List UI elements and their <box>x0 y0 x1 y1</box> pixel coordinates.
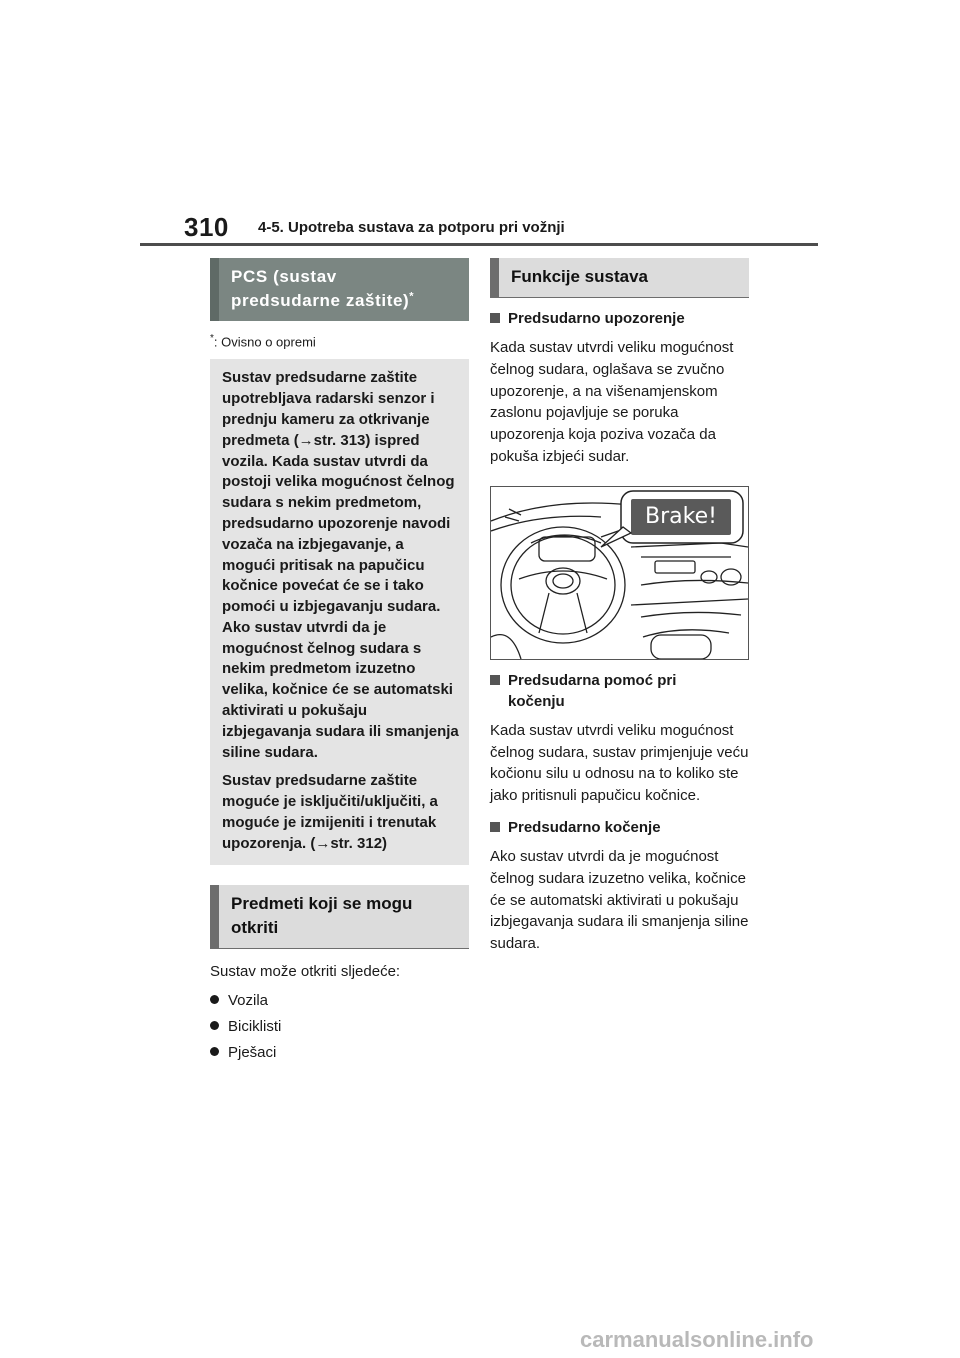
pcs-description-box <box>210 359 469 864</box>
bullet-icon <box>210 995 219 1004</box>
braking-subhead-text: Predsudarno kočenje <box>508 818 661 836</box>
running-head: 4-5. Upotreba sustava za potporu pri vožnji <box>258 219 565 236</box>
bullet-icon <box>210 1047 219 1056</box>
list-item <box>210 1042 469 1064</box>
assist-subhead-text: Predsudarna pomoć pri kočenju <box>508 671 677 710</box>
detect-section-title: Predmeti koji se mogu otkriti <box>210 885 469 949</box>
left-column <box>210 258 469 1068</box>
braking-subhead <box>490 817 749 838</box>
footnote-star: * <box>210 333 214 344</box>
pcs-description-p1: Sustav predsudarne zaštite upotrebljava radarski senzor i prednju kameru za otkrivanje predmeta (→str. 313) ispred vozila. Kada sustav utvrdi da postoji velika mogućnost čelnog sudara s nekim predmetom, predsudarno upozorenje navodi vozača na izbjegavanje, a mogući pritisak na papučicu kočnice povećat će se i tako pomoći u izbjegavanju sudara. Ako sustav utvrdi da je mogućnost čelnog sudara s nekim predmetom izuzetno velika, kočnice će se automatski aktivirati u pokušaju izbjegavanja sudara ili smanjenja siline sudara. <box>222 369 459 761</box>
detect-item-cyclists: Biciklisti <box>228 1018 282 1036</box>
square-bullet-icon <box>490 822 500 832</box>
warning-subhead-text: Predsudarno upozorenje <box>508 310 685 327</box>
braking-text: Ako sustav utvrdi da je mogućnost čelnog sudara izuzetno velika, kočnice će se automatski aktivirati u pokušaju izbjegavanja sudara ili smanjenja siline sudara. <box>490 847 749 953</box>
functions-section-title: Funkcije sustava <box>490 258 749 298</box>
warning-subhead <box>490 308 749 329</box>
detect-intro: Sustav može otkriti sljedeće: <box>210 962 401 980</box>
list-item <box>210 990 469 1012</box>
pcs-section-title <box>210 258 469 321</box>
footnote-text: : Ovisno o opremi <box>213 334 316 350</box>
assist-text: Kada sustav utvrdi veliku mogućnost čelnog sudara, sustav primjenjuje veću kočionu silu u odnosu na to koliko ste jako pritisnuli papučicu kočnice. <box>490 721 749 805</box>
square-bullet-icon <box>490 313 500 323</box>
square-bullet-icon <box>490 675 500 685</box>
header-rule <box>140 243 818 246</box>
pcs-title-line1: PCS (sustav <box>231 267 337 286</box>
bullet-icon <box>210 1021 219 1030</box>
detect-item-vehicles: Vozila <box>228 992 269 1010</box>
warning-text: Kada sustav utvrdi veliku mogućnost čelnog sudara, oglašava se zvučno upozorenje, a na višenamjenskom zaslonu pojavljuje se poruka upozorenja koja poziva vozača da pokuša izbjeći sudar. <box>490 339 734 465</box>
assist-subhead <box>490 670 749 712</box>
pcs-title-line2: predsudarne zaštite) <box>231 291 410 310</box>
brake-message-label: Brake! <box>645 503 717 529</box>
page-number: 310 <box>184 212 229 242</box>
pcs-description-p2: Sustav predsudarne zaštite moguće je isključiti/uključiti, a moguće je izmijeniti i trenutak upozorenja. (→str. 312) <box>222 772 438 852</box>
right-column <box>490 258 749 963</box>
detect-item-pedestrians: Pješaci <box>228 1044 277 1062</box>
dashboard-illustration <box>490 486 749 660</box>
equipment-footnote <box>210 333 469 349</box>
watermark: carmanualsonline.info <box>580 1327 814 1352</box>
pcs-title-star: * <box>409 290 415 303</box>
list-item <box>210 1016 469 1038</box>
